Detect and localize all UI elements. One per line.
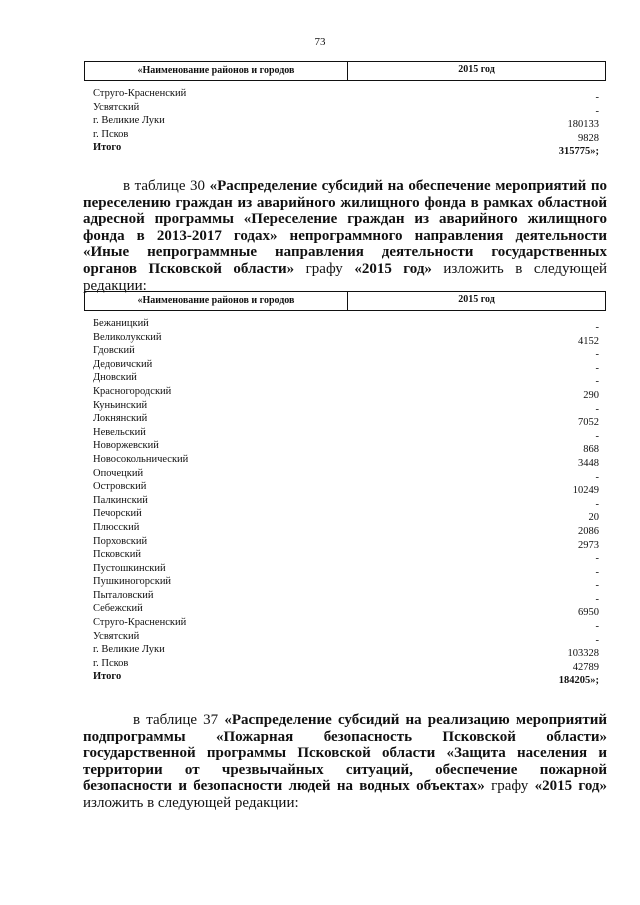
row-name: г. Псков [93,657,129,669]
row-value: 2973 [578,539,599,551]
table-row [93,318,605,332]
paragraph2-lead: в таблице 37 [133,712,225,728]
row-name: г. Псков [93,128,129,140]
row-name: Дновский [93,372,137,384]
table-row [93,671,605,685]
paragraph2-tail: изложить в следующей редакции: [83,794,299,811]
table2-header-name: «Наименование районов и городов [85,292,348,310]
row-name: Псковский [93,549,141,561]
row-value: - [595,621,599,633]
row-name: Новосокольнический [93,453,189,465]
table-row [93,481,605,495]
row-value: - [595,92,599,103]
row-name: Усвятский [93,101,140,113]
row-name: Печорский [93,508,142,520]
row-name: Гдовский [93,345,135,357]
table-row [93,332,605,346]
row-name: Себежский [93,603,143,615]
row-value: 868 [583,444,599,456]
row-name: Струго-Красненский [93,617,187,629]
paragraph1-lead: в таблице 30 [123,178,210,194]
row-value: - [595,498,599,510]
table2-header-year: 2015 год [458,294,495,305]
table2-body [93,318,605,685]
paragraph1-tail: изложить в следующей редакции: [83,260,607,294]
row-value: 9828 [578,132,599,144]
row-value: 4152 [578,335,599,347]
table-row [93,372,605,386]
table-row [93,359,605,373]
row-value: - [595,105,599,117]
row-value: 180133 [567,119,599,131]
table-row [93,468,605,482]
row-value: - [595,362,599,374]
paragraph-table-30 [83,178,607,294]
row-value: - [595,553,599,565]
row-value: - [595,580,599,592]
table1-header-name: «Наименование районов и городов [85,62,348,80]
row-name: Опочецкий [93,467,144,479]
table-row [93,88,605,102]
row-value: - [595,376,599,388]
paragraph-table-37 [83,712,607,812]
table-row [93,386,605,400]
row-value: - [595,322,599,333]
row-name: Дедовичский [93,358,153,370]
table-row [93,508,605,522]
table-row [93,522,605,536]
row-value: 7052 [578,417,599,429]
table1-body [93,88,605,156]
table-row [93,576,605,590]
table-row [93,454,605,468]
row-value: 290 [583,389,599,401]
row-value: 6950 [578,607,599,619]
table-row [93,142,605,156]
row-value: 103328 [567,648,599,660]
table-row [93,440,605,454]
table-row [93,345,605,359]
row-value: 184205»; [558,675,599,687]
table1-header-year: 2015 год [458,64,495,75]
row-name: Итого [93,142,122,154]
row-value: - [595,593,599,605]
table-row [93,413,605,427]
row-name: Итого [93,671,122,683]
row-name: Куньинский [93,399,148,411]
row-name: Великолукский [93,331,162,343]
paragraph2-bold: «Распределение субсидий на реализацию мероприятий подпрограммы «Пожарная безопасность Псковской области» государственной программы Псковской области «Защита населения и территории от чрезвычайных ситуаций, обеспечение пожарной безопасности и безопасности людей на водных объектах» [83,712,607,795]
table-row [93,427,605,441]
row-name: Новоржевский [93,440,159,452]
paragraph2-mid: графу [484,778,535,795]
table-row [93,631,605,645]
paragraph1-bold2: «2015 год» [354,260,432,277]
table-row [93,400,605,414]
table-row [93,644,605,658]
row-value: 10249 [572,485,599,497]
table-row [93,102,605,116]
row-value: 2086 [578,525,599,537]
row-value: - [595,471,599,483]
table-row [93,658,605,672]
table-row [93,495,605,509]
row-value: 315775»; [558,146,599,158]
row-name: Островский [93,481,147,493]
table-row [93,617,605,631]
row-name: Порховский [93,535,148,547]
row-name: Палкинский [93,494,148,506]
row-name: Невельский [93,426,146,438]
table-row [93,563,605,577]
row-name: г. Великие Луки [93,115,165,127]
table-row [93,115,605,129]
row-name: Красногородский [93,385,172,397]
row-name: Бежаницкий [93,318,149,329]
row-value: 20 [588,512,599,524]
row-value: 3448 [578,457,599,469]
table2-header [84,291,606,311]
row-name: Усвятский [93,630,140,642]
row-name: Струго-Красненский [93,88,187,99]
row-value: - [595,349,599,361]
row-name: г. Великие Луки [93,644,165,656]
row-name: Пушкиногорский [93,576,172,588]
table1-header [84,61,606,81]
page-number: 73 [314,36,326,48]
row-name: Пыталовский [93,589,154,601]
row-value: 42789 [572,661,599,673]
row-value: - [595,566,599,578]
row-name: Пустошкинский [93,562,166,574]
table-row [93,590,605,604]
table-row [93,603,605,617]
row-value: - [595,634,599,646]
paragraph1-mid: графу [294,260,355,277]
row-value: - [595,403,599,415]
table-row [93,549,605,563]
row-name: Локнянский [93,413,148,425]
table-row [93,536,605,550]
paragraph1-bold: «Распределение субсидий на обеспечение мероприятий по переселению граждан из аварийного жилищного фонда в рамках областной адресной программы «Переселение граждан из аварийного жилищного фонда в 2013-2017 годах» непрограммного направления деятельности «Иные непрограммные направления деятельности государственных органов Псковской области» [83,178,607,277]
row-name: Плюсский [93,521,140,533]
paragraph2-bold2: «2015 год» [534,778,607,795]
row-value: - [595,430,599,442]
table-row [93,129,605,143]
